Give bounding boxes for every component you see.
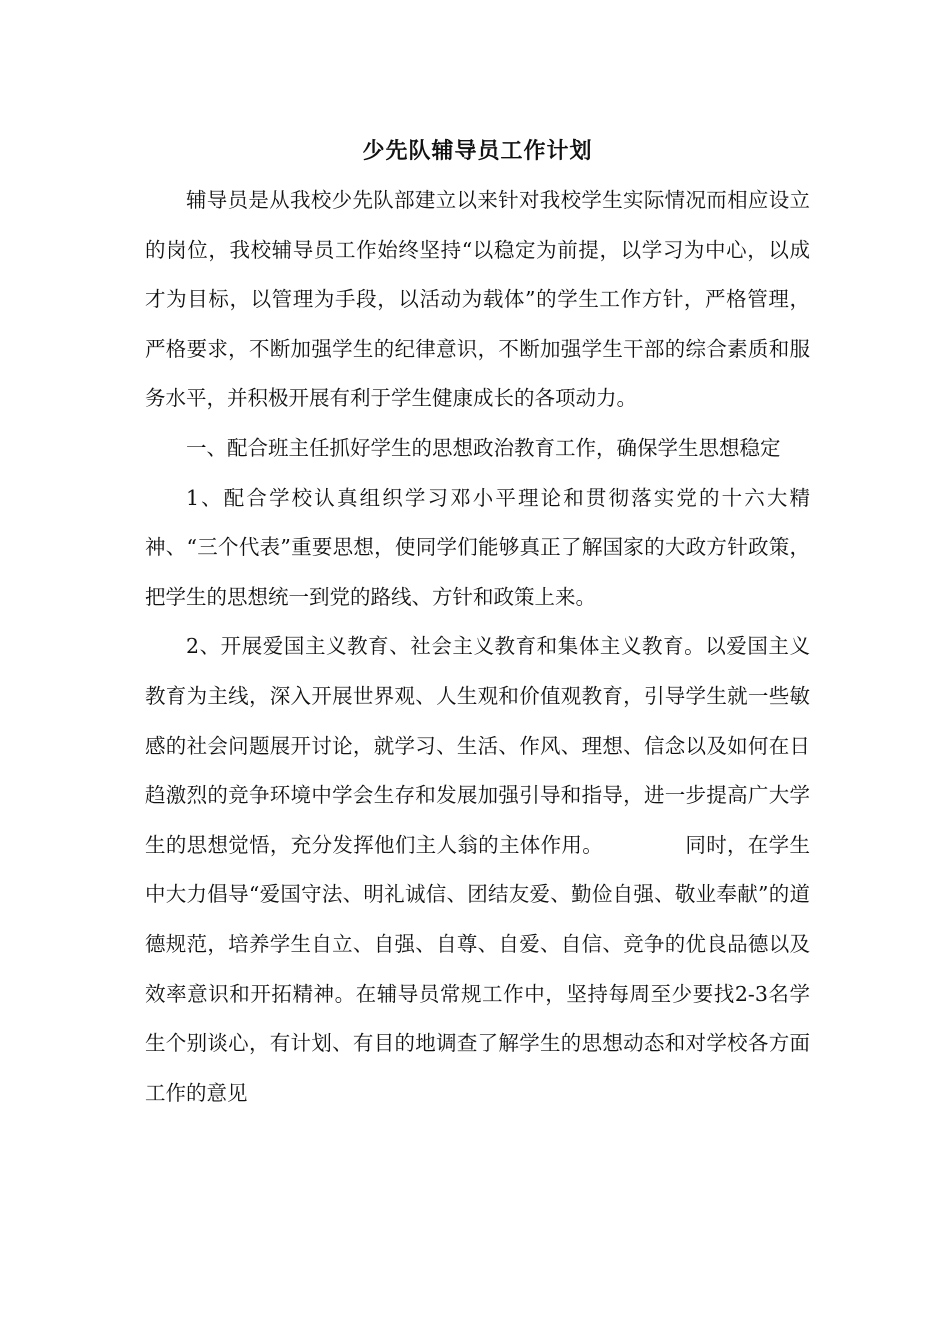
paragraph-item-2-part-2: 同时，在学生中大力倡导“爱国守法、明礼诚信、团结友爱、勤俭自强、敬业奉献”的道德规范，培养学生自立、自强、自尊、自爱、自信、竞争的优良品德以及效率意识和开拓精神。在辅导员常规工作中，坚持每周至少要找2-3名学生个别谈心，有计划、有目的地调查了解学生的思想动态和对学校各方面工作的意见 xyxy=(145,832,811,1105)
paragraph-item-1: 1、配合学校认真组织学习邓小平理论和贯彻落实党的十六大精神、“三个代表”重要思想，使同学们能够真正了解国家的大政方针政策，把学生的思想统一到党的路线、方针和政策上来。 xyxy=(145,485,810,609)
paragraph-item-2-part-1: 2、开展爱国主义教育、社会主义教育和集体主义教育。以爱国主义教育为主线，深入开展世界观、人生观和价值观教育，引导学生就一些敏感的社会问题展开讨论，就学习、生活、作风、理想、信念以及如何在日趋激烈的竞争环境中学会生存和发展加强引导和指导，进一步提高广大学生的思想觉悟，充分发挥他们主人翁的主体作用。 xyxy=(145,634,810,857)
paragraph-item-2 xyxy=(145,622,810,1118)
document-page xyxy=(145,128,810,1118)
paragraph-intro: 辅导员是从我校少先队部建立以来针对我校学生实际情况而相应设立的岗位，我校辅导员工作始终坚持“以稳定为前提，以学习为中心，以成才为目标，以管理为手段，以活动为载体”的学生工作方针，严格管理，严格要求，不断加强学生的纪律意识，不断加强学生干部的综合素质和服务水平，并积极开展有利于学生健康成长的各项动力。 xyxy=(145,188,810,411)
paragraph-section-heading: 一、配合班主任抓好学生的思想政治教育工作，确保学生思想稳定 xyxy=(186,435,781,460)
document-title: 少先队辅导员工作计划 xyxy=(362,139,593,164)
